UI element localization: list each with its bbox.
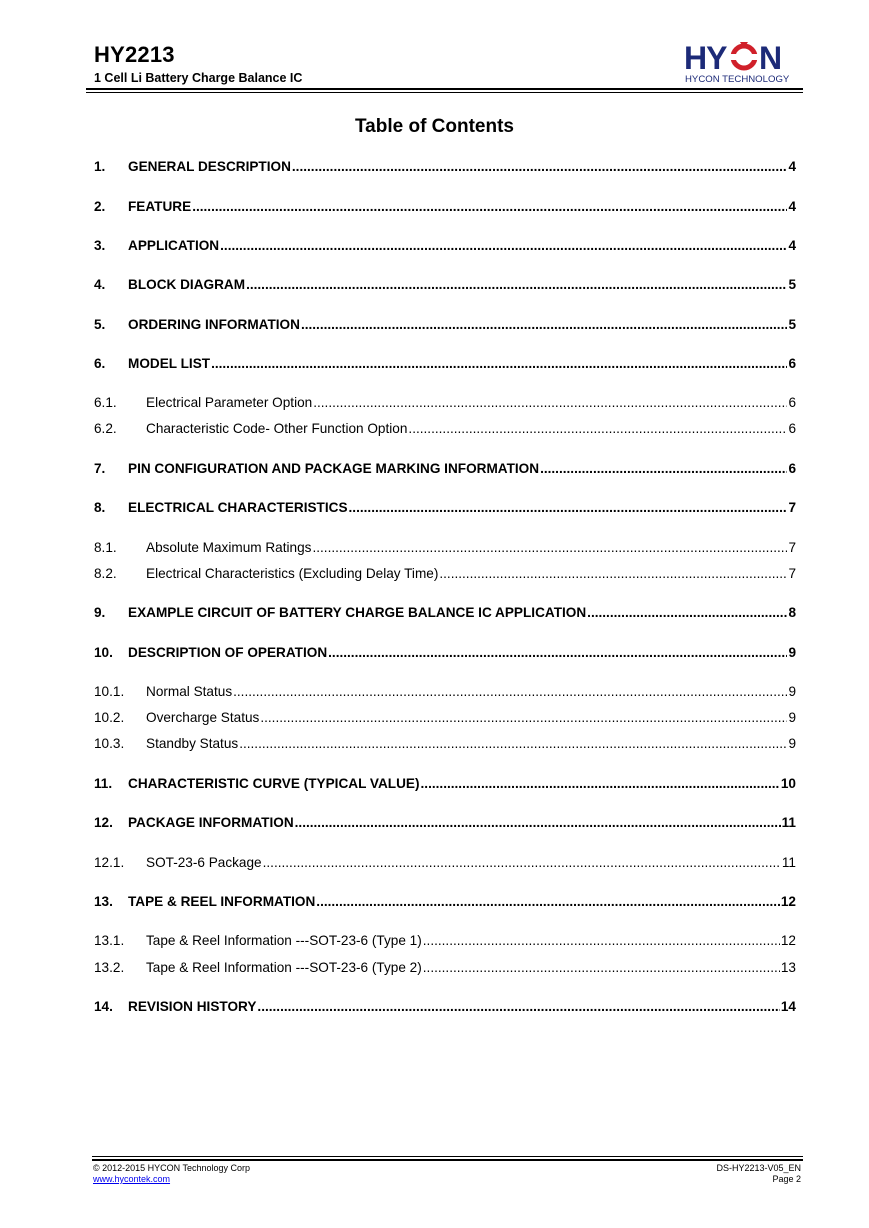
toc-entry-page: 12 (780, 933, 796, 948)
toc-entry[interactable] (94, 998, 796, 1015)
toc-entry-page: 11 (781, 855, 796, 870)
svg-text:HY: HY (684, 40, 727, 74)
toc-dot-leader (260, 709, 787, 726)
toc-entry[interactable] (94, 316, 796, 333)
toc-entry-title: PACKAGE INFORMATION (128, 815, 294, 830)
toc-entry[interactable] (94, 959, 796, 976)
svg-text:N: N (759, 40, 782, 74)
toc-dot-leader (257, 998, 779, 1015)
footer-left (93, 1163, 250, 1185)
copyright-text: © 2012-2015 HYCON Technology Corp (93, 1163, 251, 1173)
toc-dot-leader (233, 683, 787, 700)
toc-entry-page: 14 (780, 999, 796, 1014)
toc-entry[interactable] (94, 539, 796, 556)
toc-entry-title: Absolute Maximum Ratings (146, 540, 312, 555)
toc-entry[interactable] (94, 644, 796, 661)
toc-entry-title: EXAMPLE CIRCUIT OF BATTERY CHARGE BALANCE IC APPLICATION (128, 605, 587, 620)
toc-entry-title: Normal Status (146, 684, 233, 699)
toc-entry-number: 5. (94, 317, 106, 332)
toc-entry-title: Electrical Parameter Option (146, 395, 313, 410)
toc-entry-number: 3. (94, 238, 106, 253)
toc-entry-number: 4. (94, 277, 106, 292)
toc-entry-page: 7 (788, 566, 796, 581)
toc-entry-number: 8.2. (94, 566, 117, 581)
toc-entry-title: PIN CONFIGURATION AND PACKAGE MARKING INFORMATION (128, 461, 540, 476)
toc-entry[interactable] (94, 420, 796, 437)
toc-entry[interactable] (94, 735, 796, 752)
toc-entry-page: 9 (788, 710, 796, 725)
toc-entry[interactable] (94, 499, 796, 516)
toc-entry-number: 10.2. (94, 710, 125, 725)
toc-entry-page: 9 (788, 736, 796, 751)
toc-entry-number: 10.3. (94, 736, 125, 751)
toc-dot-leader (239, 735, 787, 752)
toc-dot-leader (295, 814, 781, 831)
toc-title: Table of Contents (354, 116, 515, 137)
toc-entry[interactable] (94, 276, 796, 293)
toc-dot-leader (220, 237, 787, 254)
toc-dot-leader (587, 604, 787, 621)
toc-entry-number: 10.1. (94, 684, 125, 699)
toc-entry-number: 13.2. (94, 960, 125, 975)
toc-dot-leader (316, 893, 780, 910)
toc-dot-leader (246, 276, 787, 293)
toc-entry-number: 13.1. (94, 933, 125, 948)
toc-entry[interactable] (94, 237, 796, 254)
toc-entry-page: 9 (788, 684, 796, 699)
toc-entry-page: 5 (788, 277, 796, 292)
footer-rule (92, 1159, 803, 1161)
toc-entry-page: 9 (788, 645, 796, 660)
footer-right (716, 1163, 801, 1185)
toc-dot-leader (421, 775, 780, 792)
toc-entry[interactable] (94, 604, 796, 621)
website-link[interactable]: www.hycontek.com (93, 1174, 171, 1184)
header-rule (86, 88, 803, 90)
toc-entry-title: CHARACTERISTIC CURVE (TYPICAL VALUE) (128, 776, 420, 791)
toc-dot-leader (349, 499, 788, 516)
toc-entry[interactable] (94, 709, 796, 726)
toc-entry-page: 8 (788, 605, 796, 620)
toc-dot-leader (313, 394, 787, 411)
toc-entry-title: APPLICATION (128, 238, 220, 253)
document-title: HY2213 (94, 42, 175, 67)
toc-dot-leader (192, 198, 787, 215)
toc-entry-page: 10 (780, 776, 796, 791)
toc-entry[interactable] (94, 158, 796, 175)
company-logo (684, 40, 802, 88)
toc-entry-title: SOT-23-6 Package (146, 855, 262, 870)
toc-entry-page: 6 (788, 461, 796, 476)
toc-entry-title: Standby Status (146, 736, 239, 751)
toc-entry[interactable] (94, 460, 796, 477)
toc-entry[interactable] (94, 565, 796, 582)
toc-entry-number: 6.2. (94, 421, 117, 436)
toc-dot-leader (263, 854, 781, 871)
toc-entry-title: Overcharge Status (146, 710, 260, 725)
toc-entry-number: 10. (94, 645, 113, 660)
toc-entry[interactable] (94, 775, 796, 792)
footer-rule-thin (92, 1156, 803, 1157)
toc-dot-leader (439, 565, 787, 582)
toc-entry-number: 11. (94, 776, 113, 791)
toc-entry-page: 4 (788, 159, 796, 174)
toc-entry[interactable] (94, 683, 796, 700)
toc-entry-title: GENERAL DESCRIPTION (128, 159, 291, 174)
header-rule-thin (86, 92, 803, 93)
toc-entry-number: 1. (94, 159, 106, 174)
toc-entry-page: 4 (788, 238, 796, 253)
toc-entry-number: 9. (94, 605, 106, 620)
toc-entry-page: 5 (788, 317, 796, 332)
toc-entry-page: 11 (781, 815, 796, 830)
toc-entry-page: 6 (788, 421, 796, 436)
toc-entry-number: 6.1. (94, 395, 117, 410)
toc-dot-leader (423, 959, 780, 976)
toc-entry-page: 4 (788, 199, 796, 214)
toc-entry[interactable] (94, 394, 796, 411)
toc-entry-page: 7 (788, 500, 796, 515)
toc-entry[interactable] (94, 932, 796, 949)
toc-entry-title: REVISION HISTORY (128, 999, 257, 1014)
toc-entry-number: 7. (94, 461, 106, 476)
toc-entry-page: 7 (788, 540, 796, 555)
logo-tagline: HYCON TECHNOLOGY (685, 74, 790, 85)
toc-entry-title: MODEL LIST (128, 356, 211, 371)
toc-entry-title: BLOCK DIAGRAM (128, 277, 246, 292)
toc-entry-title: Characteristic Code- Other Function Option (146, 421, 408, 436)
toc-entry-title: FEATURE (128, 199, 192, 214)
toc-entry[interactable] (94, 814, 796, 831)
toc-entry-number: 12. (94, 815, 113, 830)
document-id: DS-HY2213-V05_EN (716, 1163, 801, 1173)
toc-entry-number: 12.1. (94, 855, 125, 870)
toc-dot-leader (540, 460, 787, 477)
toc-entry-title: Tape & Reel Information ---SOT-23-6 (Type 2) (146, 960, 422, 975)
page-number: Page 2 (772, 1174, 801, 1184)
toc-entry-title: TAPE & REEL INFORMATION (128, 894, 316, 909)
hycon-logo-icon (684, 40, 802, 74)
document-subtitle: 1 Cell Li Battery Charge Balance IC (94, 71, 303, 85)
toc-entry-page: 6 (788, 395, 796, 410)
toc-dot-leader (301, 316, 788, 333)
toc-entry-number: 13. (94, 894, 113, 909)
toc-entry-title: ELECTRICAL CHARACTERISTICS (128, 500, 348, 515)
toc-dot-leader (292, 158, 788, 175)
toc-entry[interactable] (94, 854, 796, 871)
toc-entry-page: 6 (788, 356, 796, 371)
toc-entry-number: 8. (94, 500, 106, 515)
toc-dot-leader (328, 644, 787, 661)
toc-dot-leader (312, 539, 787, 556)
toc-entry-number: 14. (94, 999, 113, 1014)
toc-entry[interactable] (94, 198, 796, 215)
toc-entry-title: Tape & Reel Information ---SOT-23-6 (Type 1) (146, 933, 422, 948)
toc-entry-number: 2. (94, 199, 106, 214)
toc-entry-page: 12 (780, 894, 796, 909)
toc-entry[interactable] (94, 355, 796, 372)
toc-dot-leader (423, 932, 780, 949)
toc-dot-leader (211, 355, 787, 372)
toc-dot-leader (408, 420, 787, 437)
toc-entry-title: DESCRIPTION OF OPERATION (128, 645, 328, 660)
toc-entry-title: Electrical Characteristics (Excluding Delay Time) (146, 566, 439, 581)
toc-entry-number: 6. (94, 356, 106, 371)
toc-entry-number: 8.1. (94, 540, 117, 555)
toc-entry-page: 13 (780, 960, 796, 975)
toc-entry-title: ORDERING INFORMATION (128, 317, 300, 332)
toc-entry[interactable] (94, 893, 796, 910)
